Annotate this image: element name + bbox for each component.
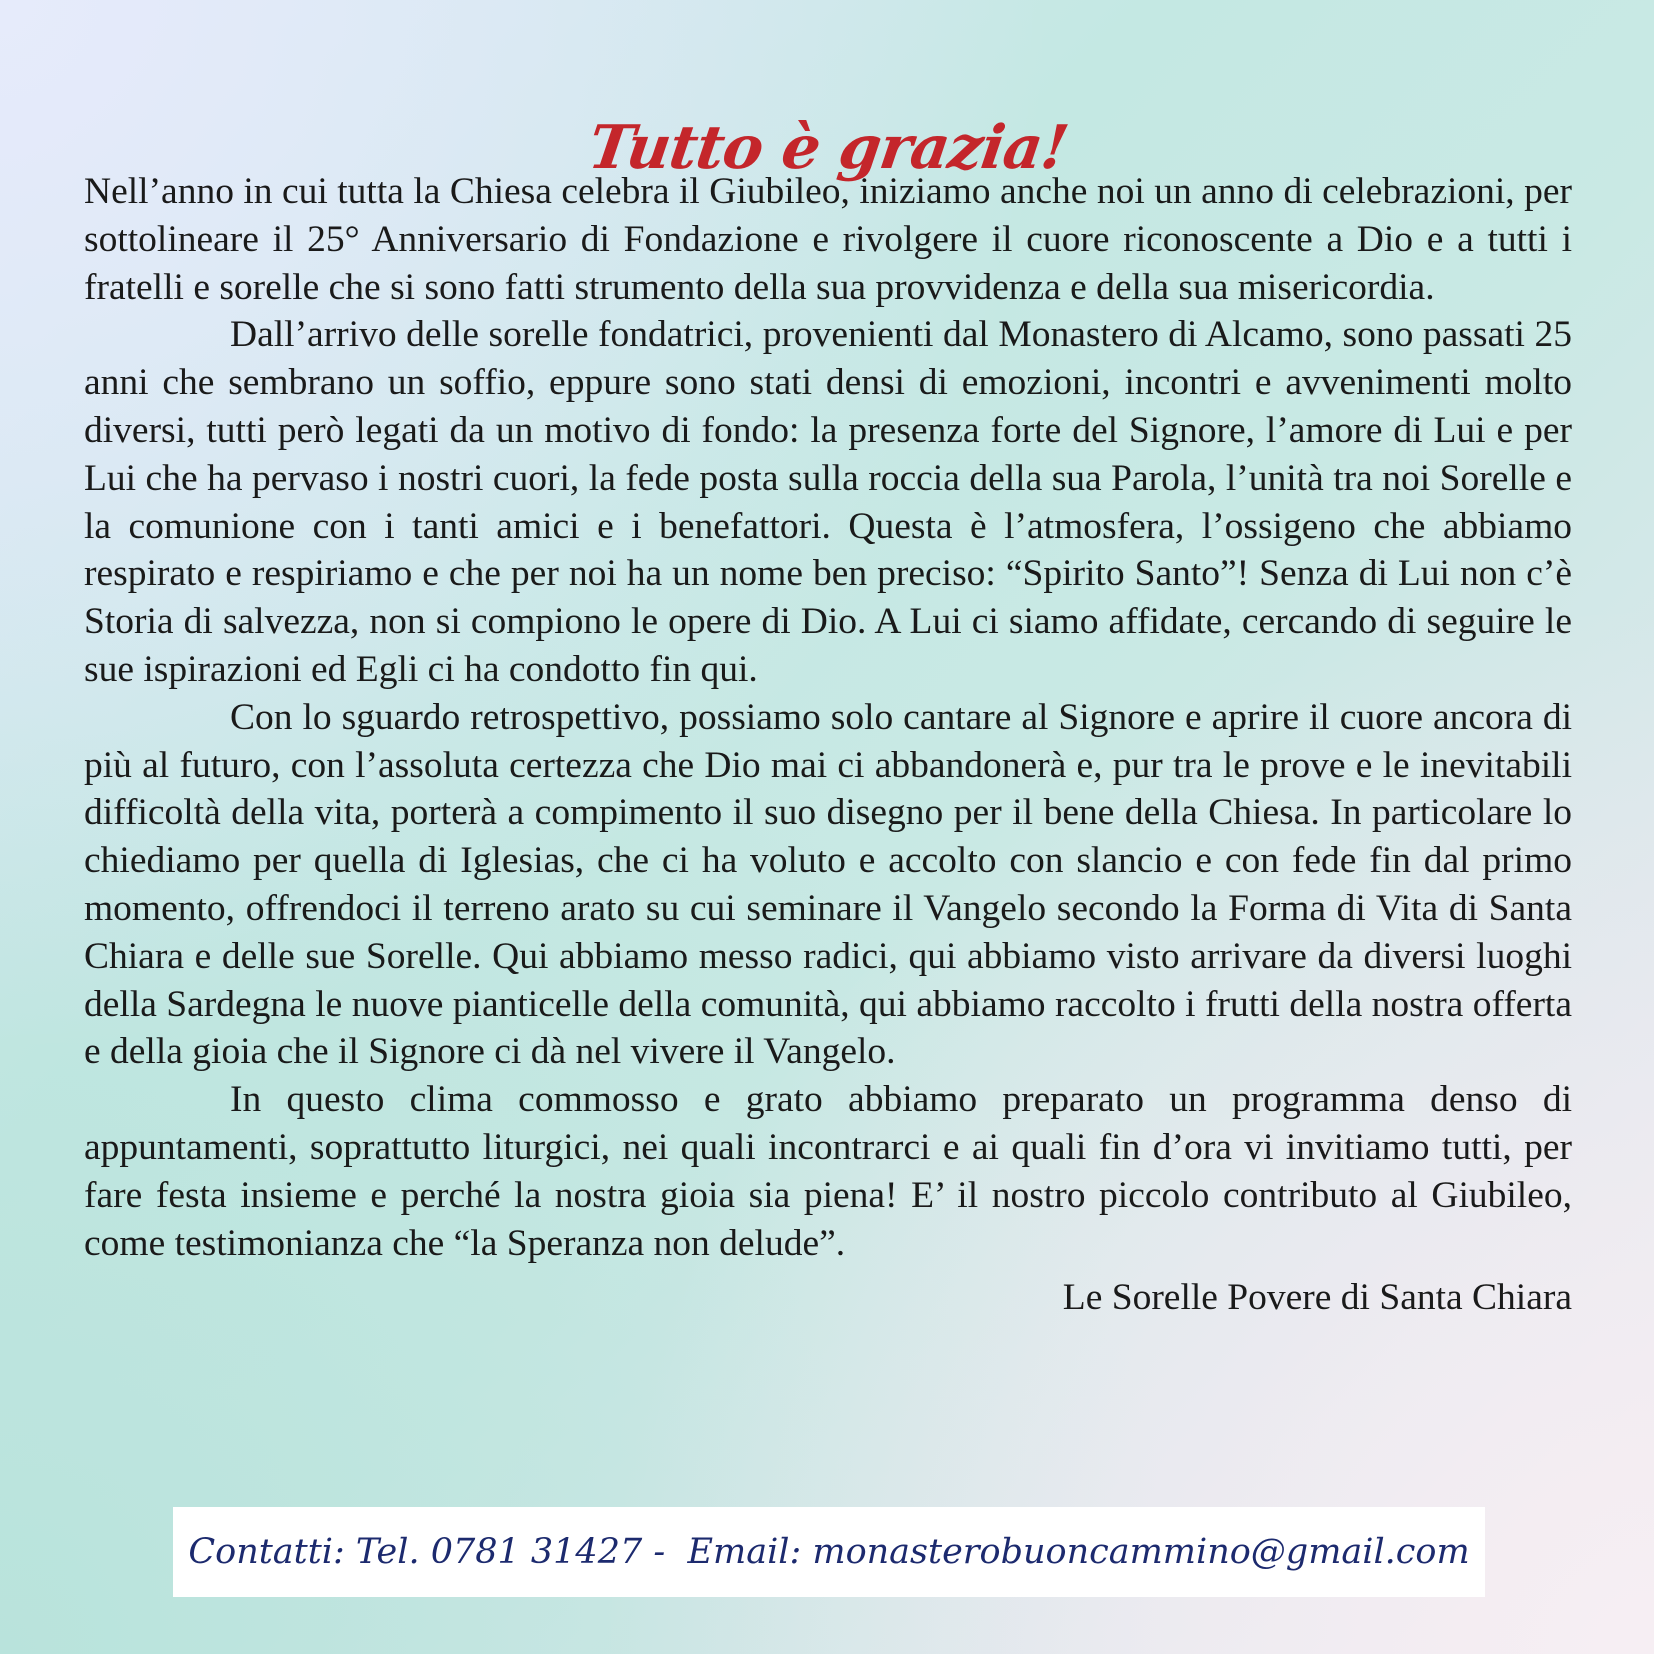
contact-email[interactable]: Email: monasterobuoncammino@gmail.com: [687, 1532, 1470, 1572]
document-page: [84, 0, 1572, 1654]
contact-separator: -: [653, 1532, 666, 1572]
paragraph-4: In questo clima commosso e grato abbiamo preparato un programma denso di appuntamenti, soprattutto liturgici, nei quali incontrarci e ai quali fin d’ora vi invitiamo tutti, per fare festa insieme e perché la nostra gioia sia piena! E’ il nostro piccolo contributo al Giubileo, come testimonianza che “la Speranza non delude”.: [84, 1079, 1572, 1264]
signature: Le Sorelle Povere di Santa Chiara: [1062, 1277, 1572, 1319]
paragraph-3: Con lo sguardo retrospettivo, possiamo solo cantare al Signore e aprire il cuore ancora di più al futuro, con l’assoluta certezza che Dio mai ci abbandonerà e, pur tra le prove e le inevitabili difficoltà della vita, porterà a compimento il suo disegno per il bene della Chiesa. In particolare lo chiediamo per quella di Iglesias, che ci ha voluto e accolto con slancio e con fede fin dal primo momento, offrendoci il terreno arato su cui seminare il Vangelo secondo la Forma di Vita di Santa Chiara e delle sue Sorelle. Qui abbiamo messo radici, qui abbiamo visto arrivare da diversi luoghi della Sardegna le nuove pianticelle della comunità, qui abbiamo raccolto i frutti della nostra offerta e della gioia che il Signore ci dà nel vivere il Vangelo.: [84, 696, 1572, 1073]
page-title: Tutto è grazia!: [584, 113, 1072, 184]
letter-body: [84, 168, 1572, 1322]
paragraph-2: Dall’arrivo delle sorelle fondatrici, provenienti dal Monastero di Alcamo, sono passati 25 anni che sembrano un soffio, eppure sono stati densi di emozioni, incontri e avvenimenti molto diversi, tutti però legati da un motivo di fondo: la presenza forte del Signore, l’amore di Lui e per Lui che ha pervaso i nostri cuori, la fede posta sulla roccia della sua Parola, l’unità tra noi Sorelle e la comunione con i tanti amici e i benefattori. Questa è l’atmosfera, l’ossigeno che abbiamo respirato e respiriamo e che per noi ha un nome ben preciso: “Spirito Santo”! Senza di Lui non c’è Storia di salvezza, non si compiono le opere di Dio. A Lui ci siamo affidate, cercando di seguire le sue ispirazioni ed Egli ci ha condotto fin qui.: [84, 314, 1572, 690]
paragraph-1: Nell’anno in cui tutta la Chiesa celebra il Giubileo, iniziamo anche noi un anno di celebrazioni, per sottolineare il 25° Anniversario di Fondazione e rivolgere il cuore riconoscente a Dio e a tutti i fratelli e sorelle che si sono fatti strumento della sua provvidenza e della sua misericordia.: [84, 171, 1572, 308]
contact-line: [188, 1532, 1469, 1572]
contact-phone: Contatti: Tel. 0781 31427: [188, 1532, 643, 1572]
contact-box: [173, 1507, 1485, 1597]
